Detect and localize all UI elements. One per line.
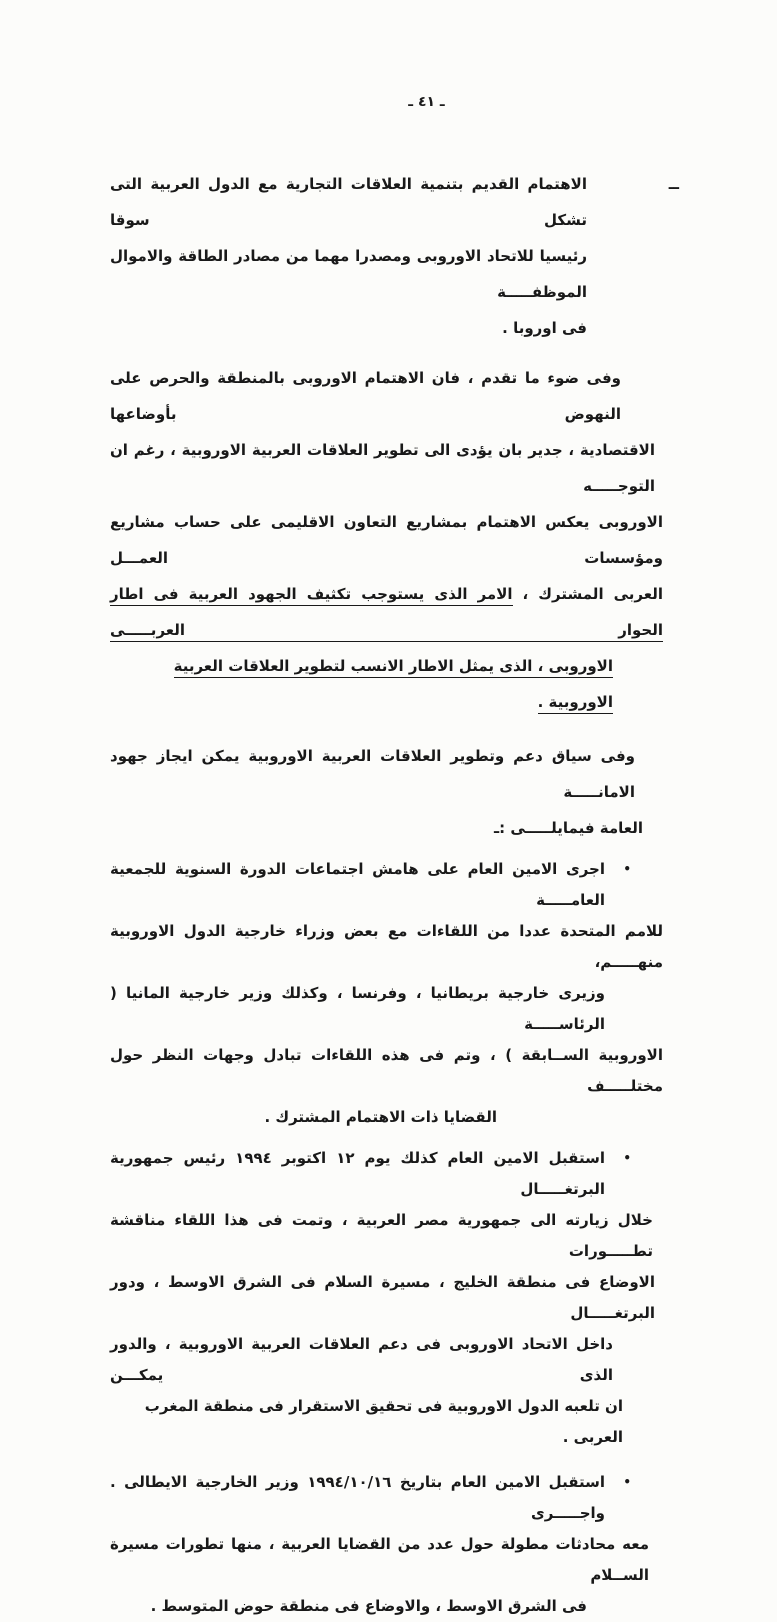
underlined-segment: الامر الذى يستوجب تكثيف الجهود العربية فى اطار الحوار العربـــــى bbox=[110, 585, 663, 642]
text-line: وفى سياق دعم وتطوير العلاقات العربية الاوروبية يمكن ايجاز جهود الامانـــــة bbox=[110, 747, 635, 801]
text-line: استقبل الامين العام بتاريخ ١٩٩٤/١٠/١٦ وزير الخارجية الايطالى . واجـــــرى bbox=[110, 1473, 606, 1522]
text-line: وفى ضوء ما تقدم ، فان الاهتمام الاوروبى بالمنطقة والحرص على النهوض بأوضاعها bbox=[110, 369, 621, 423]
text-line: الاقتصادية ، جدير بان يؤدى الى تطوير العلاقات العربية الاوروبية ، رغم ان التوجـــــه bbox=[110, 441, 655, 495]
bullet-item-portugal-president bbox=[110, 1143, 663, 1453]
document-body bbox=[0, 166, 777, 1622]
text-line: للامم المتحدة عددا من اللقاءات مع بعض وزراء خارجية الدول الاوروبية منهـــــم، bbox=[110, 922, 663, 971]
paragraph-european-interest bbox=[110, 360, 663, 720]
text-line: معه محادثات مطولة حول عدد من القضايا العربية ، منها تطورات مسيرة الســلام bbox=[110, 1535, 649, 1584]
text-line: فى الشرق الاوسط ، والاوضاع فى منطقة حوض المتوسط . bbox=[150, 1597, 587, 1615]
text-line-partially-underlined bbox=[110, 576, 663, 648]
text-line: اجرى الامين العام على هامش اجتماعات الدورة السنوية للجمعية العامـــــة bbox=[110, 860, 605, 909]
text-line: خلال زيارته الى جمهورية مصر العربية ، وتمت فى هذا اللقاء مناقشة تطـــــورات bbox=[110, 1211, 653, 1260]
bullet-marker: • bbox=[623, 1151, 631, 1165]
underlined-segment: الاوروبى ، الذى يمثل الاطار الانسب لتطوير العلاقات العربية الاوروبية . bbox=[174, 657, 613, 714]
text-line: ان تلعبه الدول الاوروبية فى تحقيق الاستقرار فى منطقة المغرب العربى . bbox=[144, 1397, 623, 1446]
bullet-marker: • bbox=[623, 862, 631, 876]
text-line: الاهتمام القديم بتنمية العلاقات التجارية مع الدول العربية التى تشكل سوقا bbox=[110, 175, 587, 229]
text-line: فى اوروبا . bbox=[502, 319, 587, 337]
page-number: ـ ٤١ ـ bbox=[408, 94, 445, 110]
text-line: وزيرى خارجية بريطانيا ، وفرنسا ، وكذلك وزير خارجية المانيا ( الرئاســـــة bbox=[110, 984, 605, 1033]
bullet-marker: • bbox=[623, 1475, 631, 1489]
bullet-item-italian-minister bbox=[110, 1467, 663, 1622]
text-line: استقبل الامين العام كذلك يوم ١٢ اكتوبر ١٩٩٤ رئيس جمهورية البرتغـــــال bbox=[110, 1149, 605, 1198]
text-line: رئيسيا للاتحاد الاوروبى ومصدرا مهما من مصادر الطاقة والاموال الموظفـــــة bbox=[110, 247, 587, 301]
paragraph-secretariat-efforts-intro bbox=[110, 738, 663, 846]
text-line: الاوضاع فى منطقة الخليج ، مسيرة السلام فى الشرق الاوسط ، ودور البرتغـــــال bbox=[110, 1273, 655, 1322]
text-line-underlined bbox=[110, 648, 663, 720]
text-line: الاوروبى يعكس الاهتمام بمشاريع التعاون الاقليمى على حساب مشاريع ومؤسسات العمـــل bbox=[110, 513, 663, 567]
text-line: العامة فيمايلـــــى :ـ bbox=[493, 819, 643, 837]
text-line: داخل الاتحاد الاوروبى فى دعم العلاقات العربية الاوروبية ، والدور الذى يمكـــن bbox=[110, 1335, 613, 1384]
bullet-item-un-meetings bbox=[110, 854, 663, 1133]
paragraph-trade-relations bbox=[110, 166, 679, 346]
dash-list-marker: ــ bbox=[668, 175, 679, 193]
text-line: القضايا ذات الاهتمام المشترك . bbox=[264, 1108, 497, 1126]
text-line: الاوروبية الســابقة ) ، وتم فى هذه اللقاءات تبادل وجهات النظر حول مختلـــــف bbox=[110, 1046, 663, 1095]
plain-segment: العربى المشترك ، bbox=[512, 585, 664, 603]
